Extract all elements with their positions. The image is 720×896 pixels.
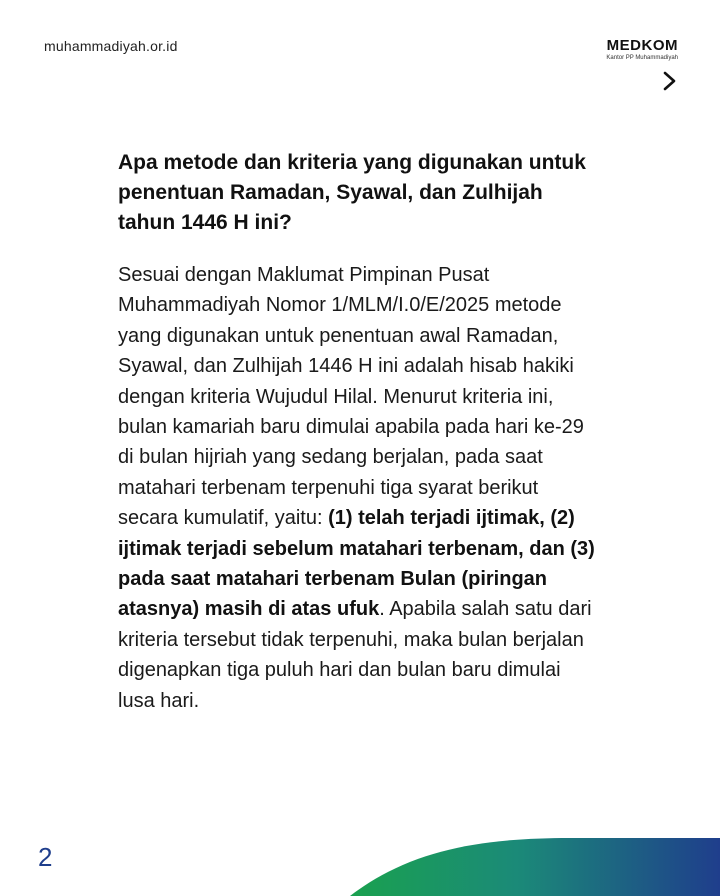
answer-criteria: (1) telah terjadi ijtimak, (2) ijtimak terjadi sebelum matahari terbenam, dan (3) pada saat matahari terbenam Bulan (piringan atasnya) masih di atas ufuk xyxy=(118,507,595,621)
corner-gradient-shape xyxy=(340,830,720,896)
brand-name: MEDKOM xyxy=(606,37,678,54)
brand-logo xyxy=(606,38,678,62)
page-number: 2 xyxy=(38,842,53,872)
answer-paragraph xyxy=(118,260,598,716)
site-url: muhammadiyah.or.id xyxy=(44,38,178,54)
chevron-right-icon[interactable] xyxy=(658,70,680,92)
answer-outro: . Apabila salah satu dari kriteria tersebut tidak terpenuhi, maka bulan berjalan digenapkan tiga puluh hari dan bulan baru dimulai lusa hari. xyxy=(118,598,592,712)
content-block xyxy=(118,148,598,716)
brand-subtitle: Kantor PP Muhammadiyah xyxy=(606,55,678,61)
answer-intro: Sesuai dengan Maklumat Pimpinan Pusat Muhammadiyah Nomor 1/MLM/I.0/E/2025 metode yang digunakan untuk penentuan awal Ramadan, Syawal, dan Zulhijah 1446 H ini adalah hisab hakiki dengan kriteria Wujudul Hilal. Menurut kriteria ini, bulan kamariah baru dimulai apabila pada hari ke-29 di bulan hijriah yang sedang berjalan, pada saat matahari terbenam terpenuhi tiga syarat berikut secara kumulatif, yaitu: xyxy=(118,264,584,530)
question-heading: Apa metode dan kriteria yang digunakan untuk penentuan Ramadan, Syawal, dan Zulhijah tahun 1446 H ini? xyxy=(118,151,586,234)
